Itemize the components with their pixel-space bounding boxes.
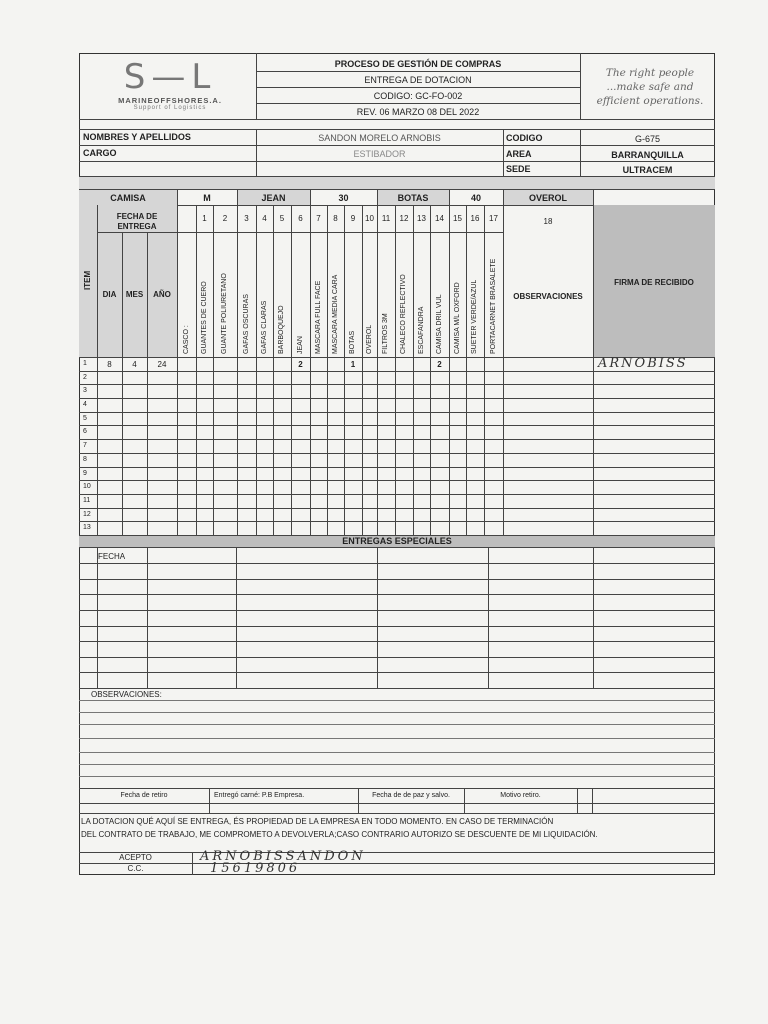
- item-number-6: 6: [298, 214, 303, 223]
- header-divider-right: [580, 53, 581, 119]
- overol-label: OVEROL: [528, 193, 567, 203]
- row-number-4: 4: [83, 401, 87, 409]
- item-number-9: 9: [350, 214, 356, 223]
- item-label: ITEM: [83, 270, 92, 290]
- item-header-15: CAMISA M/L OXFORD: [453, 282, 461, 354]
- item-header-7: MASCARA FULL FACE: [314, 280, 322, 354]
- item-number-12: 12: [399, 214, 409, 223]
- codigo-value: G-675: [634, 134, 660, 144]
- fecha-retiro-label: Fecha de retiro: [120, 792, 168, 799]
- row-number-9: 9: [83, 469, 87, 477]
- codigo-label: CODIGO: [506, 133, 543, 143]
- item-header-2: GUANTE POLIURETANO: [221, 273, 228, 354]
- item-number-15: 15: [453, 214, 462, 223]
- observaciones-label: OBSERVACIONES:: [91, 690, 162, 699]
- item-header-12: CHALECO REFLECTIVO: [400, 274, 407, 354]
- logo-subtitle: Support of Logistics: [133, 105, 207, 111]
- row1-dia: 8: [107, 360, 112, 369]
- item-number-8: 8: [333, 214, 338, 223]
- acepto-signature: ARNOBISSANDON: [200, 849, 366, 864]
- mes-label: MES: [125, 290, 144, 299]
- row-number-5: 5: [83, 414, 87, 422]
- company-logo: [100, 57, 240, 116]
- item-number-10: 10: [365, 214, 374, 223]
- row-number-11: 11: [83, 496, 91, 504]
- row1-signature: ARNOBISS: [598, 356, 688, 371]
- item-number-2: 2: [222, 214, 228, 223]
- row1-botas-qty: 1: [350, 360, 356, 369]
- row-number-10: 10: [83, 483, 91, 491]
- row1-jean-qty: 2: [298, 360, 303, 369]
- ano-label: AÑO: [153, 290, 171, 299]
- item-header-11: FILTROS 3M: [382, 313, 389, 354]
- camisa-size: M: [203, 193, 211, 203]
- cargo-label: CARGO: [83, 148, 117, 158]
- cargo-value: ESTIBADOR: [353, 149, 406, 159]
- item-header-13: ESCAFANDRA: [417, 306, 425, 354]
- row1-ano: 24: [157, 360, 167, 369]
- botas-size: 40: [470, 193, 481, 203]
- separator-bar: [79, 176, 715, 190]
- motivo-retiro-label: Motivo retiro.: [500, 792, 541, 799]
- fecha-paz-label: Fecha de de paz y salvo.: [372, 792, 450, 799]
- item-header-3: GAFAS OSCURAS: [242, 294, 250, 354]
- item-number-17: 17: [489, 214, 498, 223]
- row-number-13: 13: [83, 524, 91, 532]
- item-number-11: 11: [381, 214, 391, 223]
- overol-number: 18: [543, 217, 553, 226]
- item-number-14: 14: [435, 214, 444, 223]
- item-header-0: CASCO :: [182, 325, 190, 354]
- header-bottom: [79, 119, 715, 120]
- sede-label: SEDE: [506, 164, 531, 174]
- item-header-9: BOTAS: [349, 330, 356, 354]
- title-codigo: CODIGO: GC-FO-002: [373, 91, 463, 101]
- legal-text-line1: LA DOTACION QUÉ AQUÍ SE ENTREGA, ÉS PROPIEDAD DE LA EMPRESA EN TODO MOMENTO. EN CASO DE TERMINACIÓN: [81, 817, 554, 826]
- title-revision: REV. 06 MARZO 08 DEL 2022: [356, 107, 480, 117]
- item-number-13: 13: [417, 214, 426, 223]
- logo-company-name: MARINEOFFSHORES.A.: [118, 96, 222, 105]
- row-number-12: 12: [83, 510, 91, 518]
- legal-text-line2: DEL CONTRATO DE TRABAJO, ME COMPROMETO A DEVOLVERLA;CASO CONTRARIO AUTORIZO SE DESCUENTE DE MI LIQUIDACIÓN.: [81, 830, 598, 839]
- area-label: AREA: [506, 149, 532, 159]
- item-header-8: MASCARA MEDIA CARA: [331, 274, 339, 354]
- jean-label: JEAN: [261, 193, 286, 203]
- row-number-7: 7: [83, 442, 87, 450]
- acepto-label: ACEPTO: [119, 853, 152, 862]
- especiales-title: ENTREGAS ESPECIALES: [342, 536, 452, 546]
- cc-label: C.C.: [127, 864, 144, 873]
- row-number-2: 2: [83, 373, 87, 381]
- camisa-label: CAMISA: [110, 193, 146, 203]
- name-label: NOMBRES Y APELLIDOS: [83, 132, 191, 142]
- jean-size: 30: [338, 193, 349, 203]
- item-header-4: GAFAS CLARAS: [260, 300, 268, 354]
- area-value: BARRANQUILLA: [611, 150, 684, 160]
- firma-header: FIRMA DE RECIBIDO: [614, 278, 694, 287]
- entrego-carne-label: Entregó carné: P.B Empresa.: [214, 792, 305, 799]
- especiales-fecha-label: FECHA: [98, 552, 126, 561]
- fecha-entrega-label: FECHA DE ENTREGA: [116, 212, 158, 231]
- item-header-14: CAMISA DRIL VUL: [435, 294, 443, 354]
- item-header-5: BARBOQUEJO: [278, 305, 285, 354]
- company-tagline: The right people ...make safe and efficient operations.: [596, 67, 704, 107]
- item-header-10: OVEROL: [365, 324, 373, 354]
- row-number-1: 1: [83, 360, 87, 367]
- item-header-1: GUANTES DE CUERO: [200, 281, 208, 354]
- row-number-6: 6: [83, 428, 87, 436]
- title-process: PROCESO DE GESTIÓN DE COMPRAS: [334, 59, 502, 69]
- cc-handwritten: 15619806: [210, 861, 301, 876]
- row-number-8: 8: [83, 455, 87, 463]
- item-header-6: JEAN: [296, 336, 304, 354]
- item-number-7: 7: [316, 214, 321, 223]
- item-number-4: 4: [262, 214, 267, 223]
- sede-value: ULTRACEM: [622, 165, 673, 175]
- observaciones-header: OBSERVACIONES: [513, 292, 583, 301]
- row1-mes: 4: [132, 360, 137, 369]
- item-number-5: 5: [279, 214, 285, 223]
- item-number-3: 3: [244, 214, 249, 223]
- item-header-16: SUETER VERDE/AZUL: [471, 279, 478, 354]
- item-number-16: 16: [470, 214, 480, 223]
- logo-mark: S—L: [123, 57, 217, 97]
- row-number-3: 3: [83, 387, 87, 395]
- item-header-17: PORTACARNET BRASALETE: [489, 258, 497, 354]
- name-value: SANDON MORELO ARNOBIS: [318, 133, 441, 143]
- item-number-1: 1: [202, 214, 207, 223]
- dia-label: DIA: [102, 290, 117, 299]
- row1-camisa-qty: 2: [437, 360, 442, 369]
- botas-label: BOTAS: [397, 193, 429, 203]
- title-entrega: ENTREGA DE DOTACION: [364, 75, 472, 85]
